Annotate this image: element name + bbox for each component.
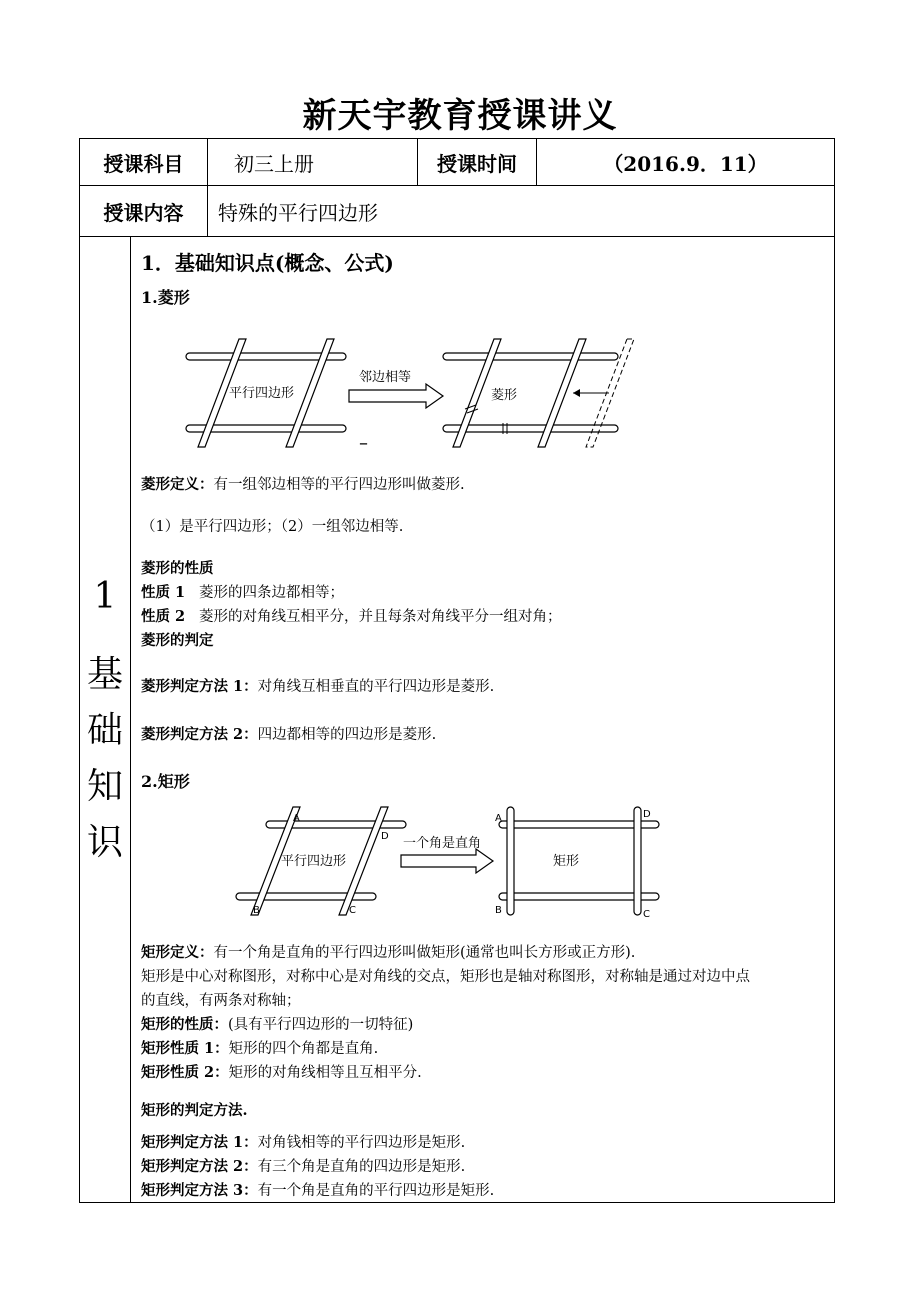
rhombus-prop-2: 性质 2 菱形的对角线互相平分，并且每条对角线平分一组对角； [141,608,562,625]
rhombus-judge-2: 菱形判定方法 2：四边都相等的四边形是菱形. [141,726,437,743]
subject-value: 初三上册 [208,139,418,186]
rectangle-prop-1: 矩形性质 1：矩形的四个角都是直角. [141,1040,379,1057]
content-label: 授课内容 [80,186,208,237]
rhombus-definition: 菱形定义：有一组邻边相等的平行四边形叫做菱形. [141,476,465,493]
rect-arrow-label: 一个角是直角 [403,836,482,851]
rhombus-figure [181,329,651,459]
rect-arrow [401,849,493,873]
content-value: 特殊的平行四边形 [208,186,835,237]
side-char-3: 知 [86,765,123,807]
time-label: 授课时间 [418,139,537,186]
rectangle-center-line-1: 矩形是中心对称图形，对称中心是对角线的交点，矩形也是轴对称图形，对称轴是通过对边中点 [141,969,750,985]
knowledge-content [131,237,835,1203]
rect-left-vertex-c: C [349,905,356,916]
rhombus-arrow-label: 邻边相等 [359,370,412,385]
rectangle-center-line-2: 的直线，有两条对称轴； [141,993,301,1009]
rect-right-vertex-a: A [495,813,502,824]
side-char-2: 础 [86,709,123,751]
rectangle-prop-2: 矩形性质 2：矩形的对角线相等且互相平分. [141,1064,422,1081]
side-char-4: 识 [86,821,123,863]
rect-right-label: 矩形 [553,854,580,869]
rhombus-left-label: 平行四边形 [229,386,295,401]
rhombus-right-label: 菱形 [491,388,518,403]
rectangle-judge-3: 矩形判定方法 3：有一个角是直角的平行四边形是矩形. [141,1182,495,1199]
rect-right-vertex-b: B [495,905,502,916]
rect-right-right-bar [634,807,641,915]
rect-left-vertex-d: D [381,831,389,842]
side-char-1: 基 [86,653,123,695]
subject-label: 授课科目 [80,139,208,186]
rectangle-props: 矩形的性质：(具有平行四边形的一切特征) [141,1016,414,1033]
rhombus-conditions: （1）是平行四边形；（2）一组邻边相等. [141,519,404,535]
document-title: 新天宇教育授课讲义 [302,96,618,136]
rect-right-vertex-d: D [643,809,651,820]
rhombus-judge-title: 菱形的判定 [141,632,214,649]
side-number: 1 [93,575,117,617]
side-label [80,237,131,1203]
rectangle-judge-2: 矩形判定方法 2：有三个角是直角的四边形是矩形. [141,1158,466,1175]
rhombus-props-title: 菱形的性质 [141,560,214,577]
rhombus-right-top-bar [443,353,618,360]
knowledge-row [80,237,835,1203]
rectangle-judge-1: 矩形判定方法 1：对角钱相等的平行四边形是矩形. [141,1134,466,1151]
rect-left-vertex-b: B [253,905,260,916]
time-value: （2016.9．11） [537,139,835,186]
rhombus-arrow [349,384,443,408]
subject-row [80,139,835,186]
rect-right-vertex-c: C [643,909,650,920]
rectangle-figure [231,799,671,929]
rhombus-judge-1: 菱形判定方法 1：对角线互相垂直的平行四边形是菱形. [141,678,495,695]
rhombus-title: 1.菱形 [141,288,190,307]
rect-left-label: 平行四边形 [281,854,347,869]
lesson-table [79,138,835,1203]
section-heading: 1．基础知识点(概念、公式) [141,251,394,275]
rectangle-definition: 矩形定义：有一个角是直角的平行四边形叫做矩形(通常也叫长方形或正方形). [141,944,636,961]
rectangle-judge-title: 矩形的判定方法. [141,1102,248,1119]
rect-left-vertex-a: A [293,813,300,824]
rhombus-prop-1: 性质 1 菱形的四条边都相等； [141,584,344,601]
rect-right-left-bar [507,807,514,915]
content-row [80,186,835,237]
rectangle-title: 2.矩形 [141,772,190,791]
rhombus-dash: – [359,433,368,454]
